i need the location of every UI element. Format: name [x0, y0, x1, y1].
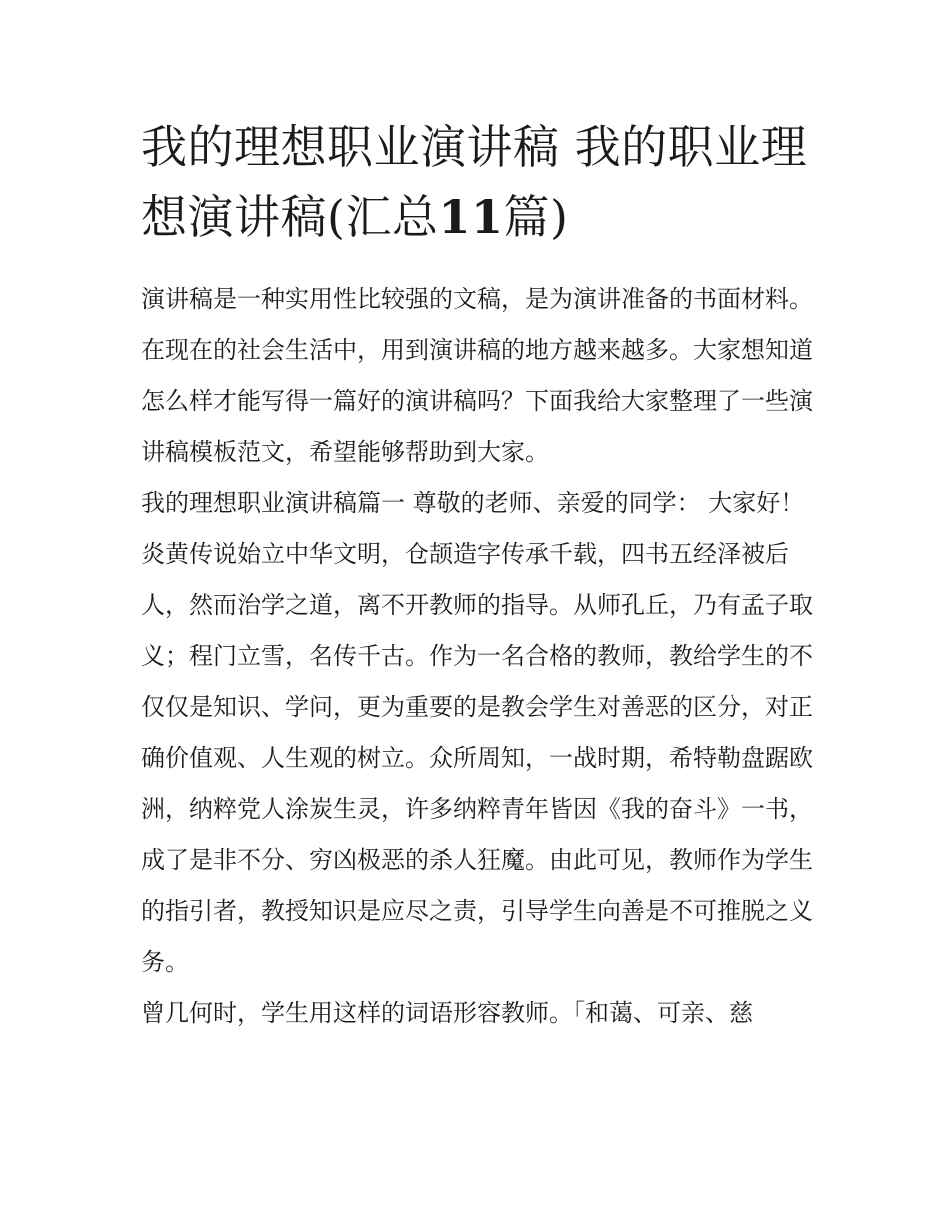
paragraph-body: 炎黄传说始立中华文明，仓颉造字传承千载，四书五经泽被后人，然而治学之道，离不开教师的指导。从师孔丘，乃有孟子取义；程门立雪，名传千古。作为一名合格的教师，教给学生的不仅仅是知识、学问，更为重要的是教会学生对善恶的区分，对正确价值观、人生观的树立。众所周知，一战时期，希特勒盘踞欧洲，纳粹党人涂炭生灵，许多纳粹青年皆因《我的奋斗》一书，成了是非不分、穷凶极恶的杀人狂魔。由此可见，教师作为学生的指引者，教授知识是应尽之责，引导学生向善是不可推脱之义务。	[141, 540, 813, 976]
paragraph-greeting: 我的理想职业演讲稿篇一 尊敬的老师、亲爱的同学： 大家好！	[141, 489, 805, 517]
paragraph-intro: 演讲稿是一种实用性比较强的文稿，是为演讲准备的书面材料。在现在的社会生活中，用到演讲稿的地方越来越多。大家想知道怎么样才能写得一篇好的演讲稿吗？下面我给大家整理了一些演讲稿模板范文，希望能够帮助到大家。	[141, 285, 813, 466]
paragraph-continued: 曾几何时，学生用这样的词语形容教师。「和蔼、可亲、慈	[141, 999, 753, 1027]
document-page	[141, 112, 813, 1039]
title-number: 11	[438, 190, 504, 244]
title-text-part1: 我的理想职业演讲稿 我的职业理想演讲稿(汇总	[141, 120, 808, 244]
document-title	[141, 112, 813, 252]
title-text-part2: 篇)	[503, 190, 569, 244]
